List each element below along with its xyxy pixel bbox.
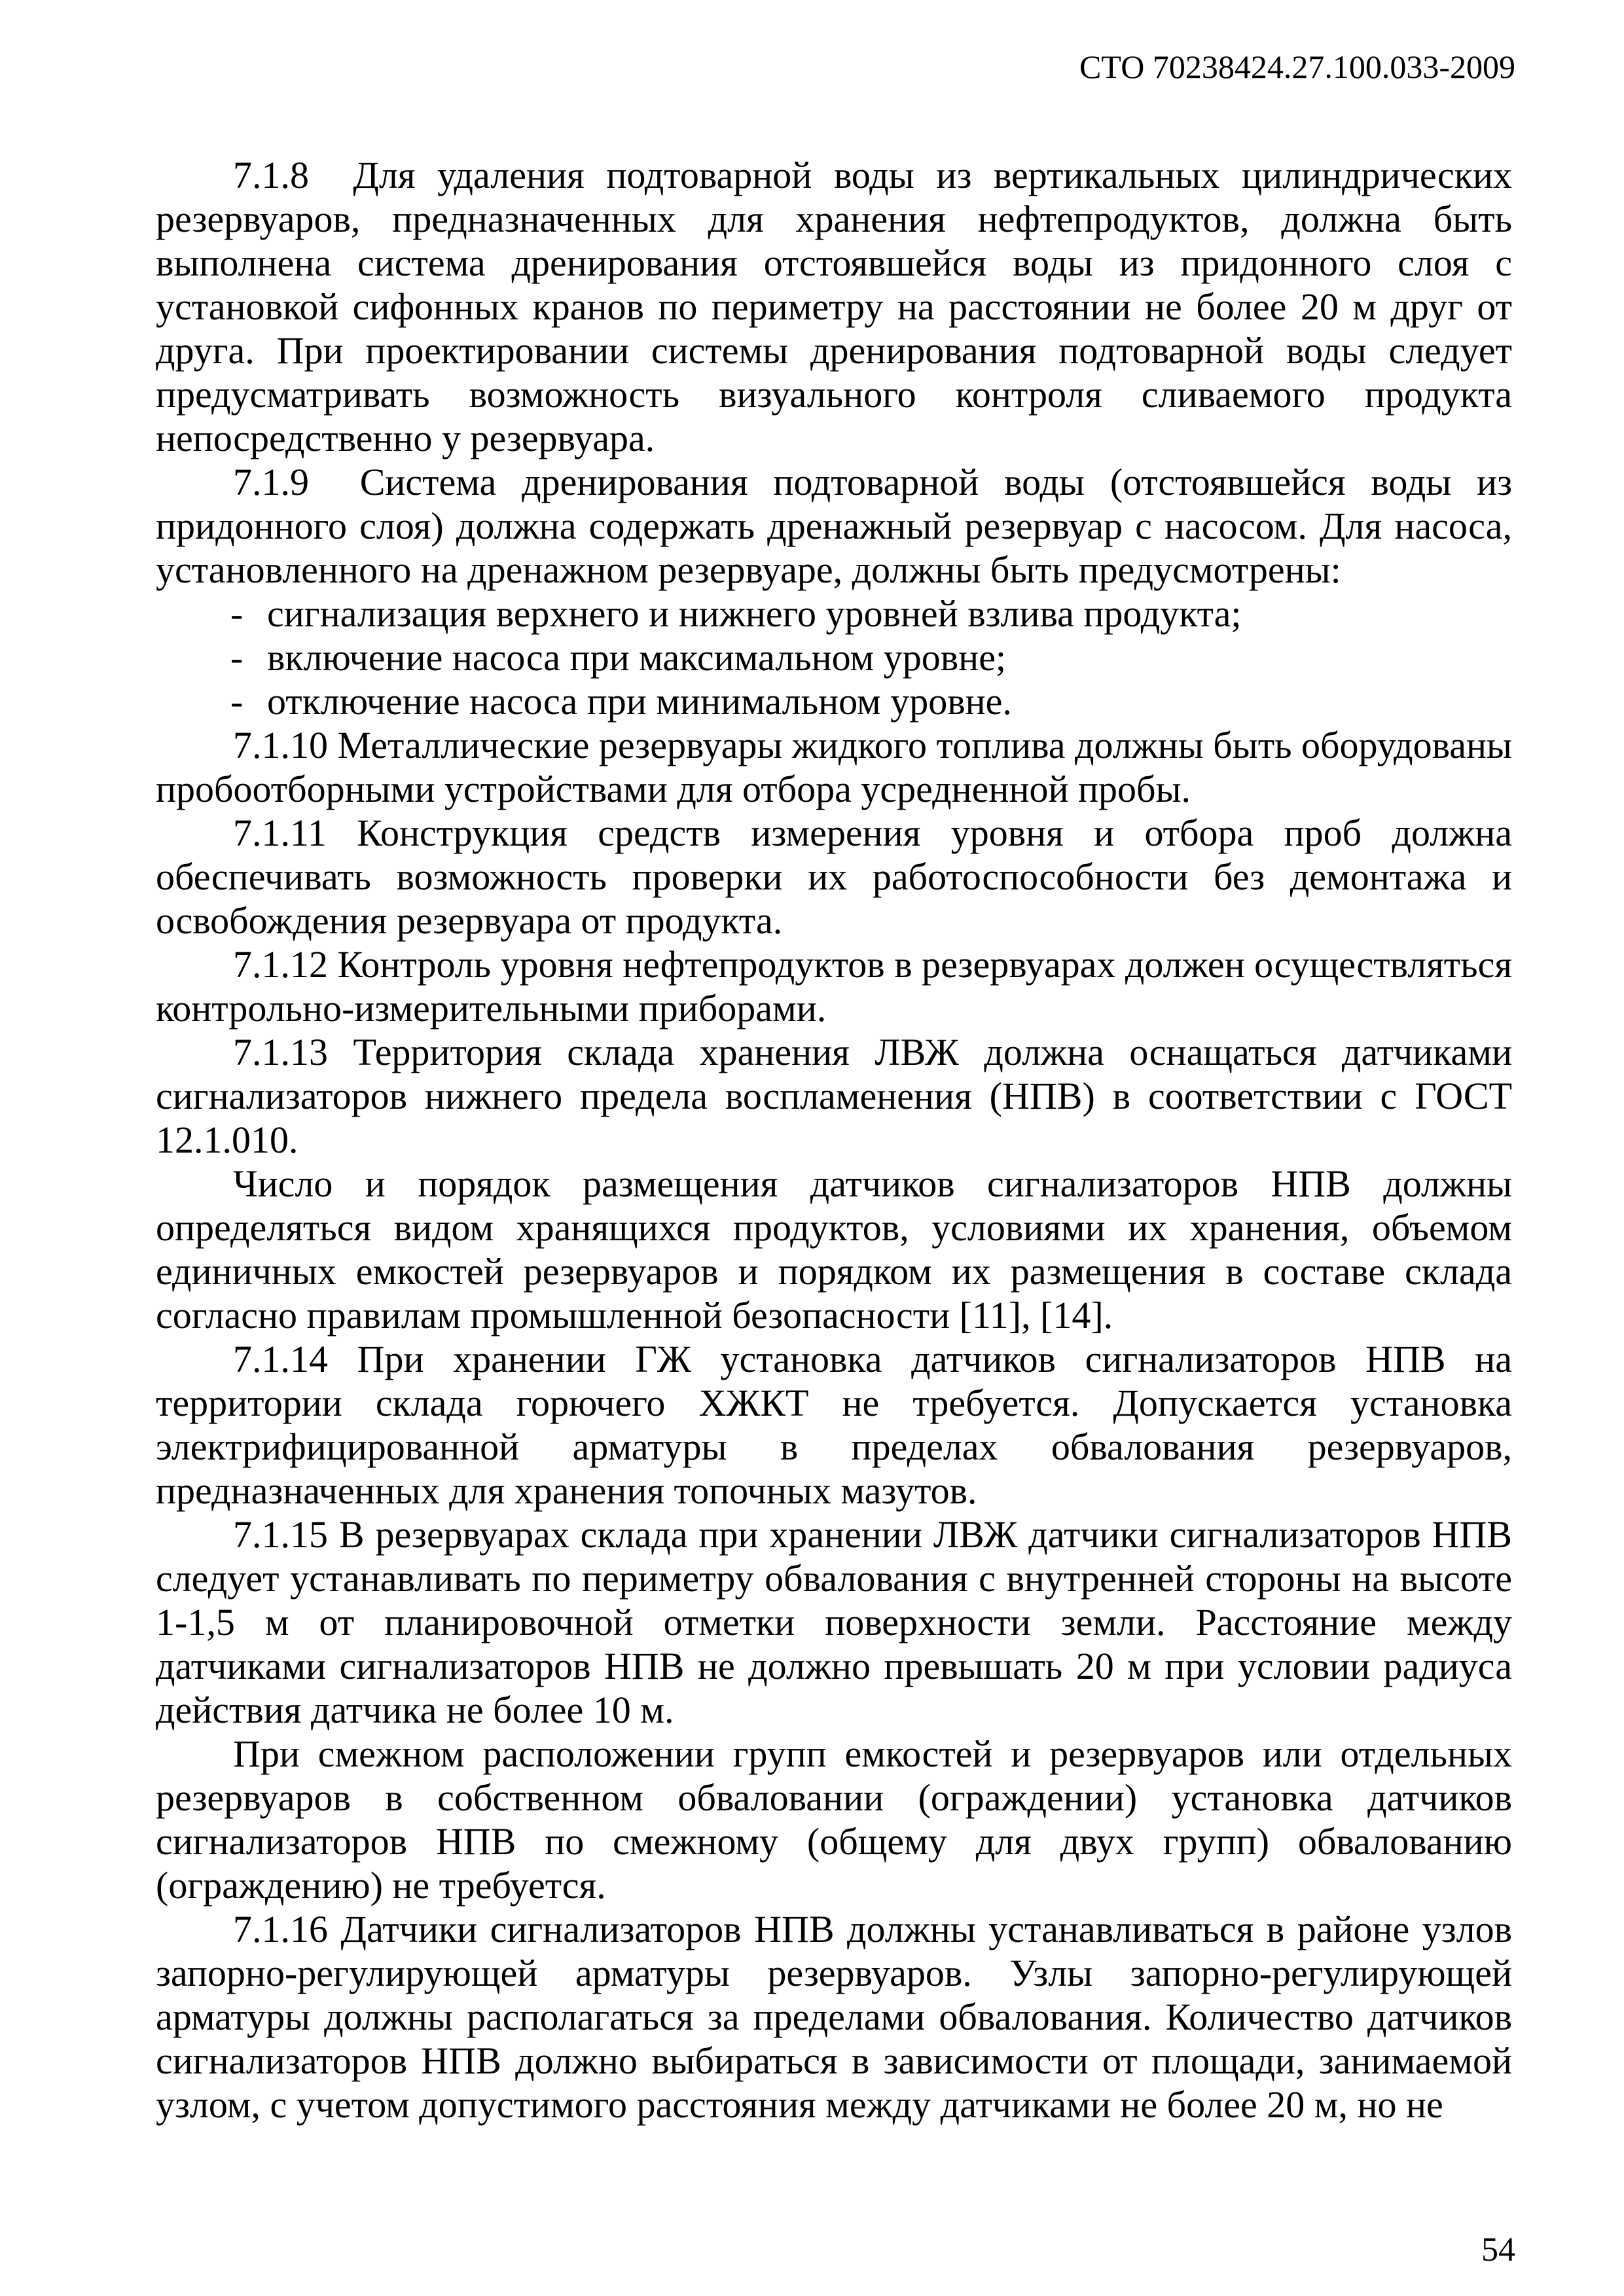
list-item-text: отключение насоса при минимальном уровне. (267, 680, 1012, 723)
section-7-1-14 (156, 1337, 1512, 1513)
section-text: В резервуарах склада при хранении ЛВЖ датчики сигнализаторов НПВ следует устанавливать по периметру обвалования с внутренней стороны на высоте 1-1,5 м от планировочной отметки поверхности земли. Расстояние между датчиками сигнализаторов НПВ не должно превышать 20 м при условии радиуса действия датчика не более 10 м. (156, 1513, 1512, 1731)
section-number: 7.1.11 (233, 812, 327, 854)
list-item-text: сигнализация верхнего и нижнего уровней взлива продукта; (267, 592, 1242, 635)
section-number: 7.1.14 (233, 1338, 328, 1380)
list-dash: - (230, 680, 244, 723)
list-item (156, 636, 1512, 679)
page-number: 54 (1481, 2231, 1515, 2269)
list-item (156, 592, 1512, 636)
list-dash: - (230, 636, 244, 679)
list-item-text: включение насоса при максимальном уровне; (267, 636, 1007, 679)
section-7-1-9 (156, 460, 1512, 592)
document-code-header: СТО 70238424.27.100.033-2009 (1079, 48, 1515, 85)
section-7-1-13-continuation: Число и порядок размещения датчиков сигнализаторов НПВ должны определяться видом хранящихся продуктов, условиями их хранения, объемом единичных емкостей резервуаров и порядком их размещения в составе склада согласно правилам промышленной безопасности [11], [14]. (156, 1162, 1512, 1336)
section-text: Контроль уровня нефтепродуктов в резервуарах должен осуществляться контрольно-измерительными приборами. (156, 943, 1513, 1030)
section-7-1-11 (156, 811, 1512, 942)
section-7-1-16 (156, 1907, 1512, 2126)
section-text: При хранении ГЖ установка датчиков сигнализаторов НПВ на территории склада горючего ХЖКТ не требуется. Допускается установка электрифицированной арматуры в пределах обвалования резервуаров, предназначенных для хранения топочных мазутов. (156, 1338, 1513, 1512)
section-number: 7.1.15 (233, 1513, 328, 1556)
section-text: Система дренирования подтоварной воды (отстоявшейся воды из придонного слоя) должна содержать дренажный резервуар с насосом. Для насоса, установленного на дренажном резервуаре, должны быть предусмотрены: (156, 461, 1512, 591)
list-dash: - (230, 592, 244, 635)
section-7-1-13 (156, 1030, 1512, 1162)
section-text: Конструкция средств измерения уровня и отбора проб должна обеспечивать возможность проверки их работоспособности без демонтажа и освобождения резервуара от продукта. (156, 812, 1512, 942)
section-text: Для удаления подтоварной воды из вертикальных цилиндрических резервуаров, предназначенных для хранения нефтепродуктов, должна быть выполнена система дренирования отстоявшейся воды из придонного слоя с установкой сифонных кранов по периметру на расстоянии не более 20 м друг от друга. При проектировании системы дренирования подтоварной воды следует предусматривать возможность визуального контроля сливаемого продукта непосредственно у резервуара. (156, 154, 1513, 459)
section-number: 7.1.13 (233, 1031, 328, 1073)
list-item (156, 679, 1512, 723)
section-7-1-15 (156, 1513, 1512, 1732)
section-text: Территория склада хранения ЛВЖ должна оснащаться датчиками сигнализаторов нижнего предела воспламенения (НПВ) в соответствии с ГОСТ 12.1.010. (156, 1031, 1512, 1161)
document-body (156, 153, 1512, 2126)
section-number: 7.1.9 (233, 461, 309, 503)
section-number: 7.1.10 (233, 724, 328, 766)
section-number: 7.1.8 (233, 154, 309, 196)
section-7-1-10 (156, 723, 1512, 811)
section-text: Металлические резервуары жидкого топлива должны быть оборудованы пробоотборными устройствами для отбора усредненной пробы. (156, 724, 1512, 810)
section-text: Датчики сигнализаторов НПВ должны устанавливаться в районе узлов запорно-регулирующей арматуры резервуаров. Узлы запорно-регулирующей арматуры должны располагаться за пределами обвалования. Количество датчиков сигнализаторов НПВ должно выбираться в зависимости от площади, занимаемой узлом, с учетом допустимого расстояния между датчиками не более 20 м, но не (156, 1908, 1513, 2126)
section-7-1-8 (156, 153, 1512, 460)
section-number: 7.1.12 (233, 943, 328, 986)
section-7-1-12 (156, 942, 1512, 1030)
section-7-1-15-continuation: При смежном расположении групп емкостей и резервуаров или отдельных резервуаров в собственном обваловании (ограждении) установка датчиков сигнализаторов НПВ по смежному (общему для двух групп) обвалованию (ограждению) не требуется. (156, 1732, 1512, 1907)
section-number: 7.1.16 (233, 1908, 328, 1950)
